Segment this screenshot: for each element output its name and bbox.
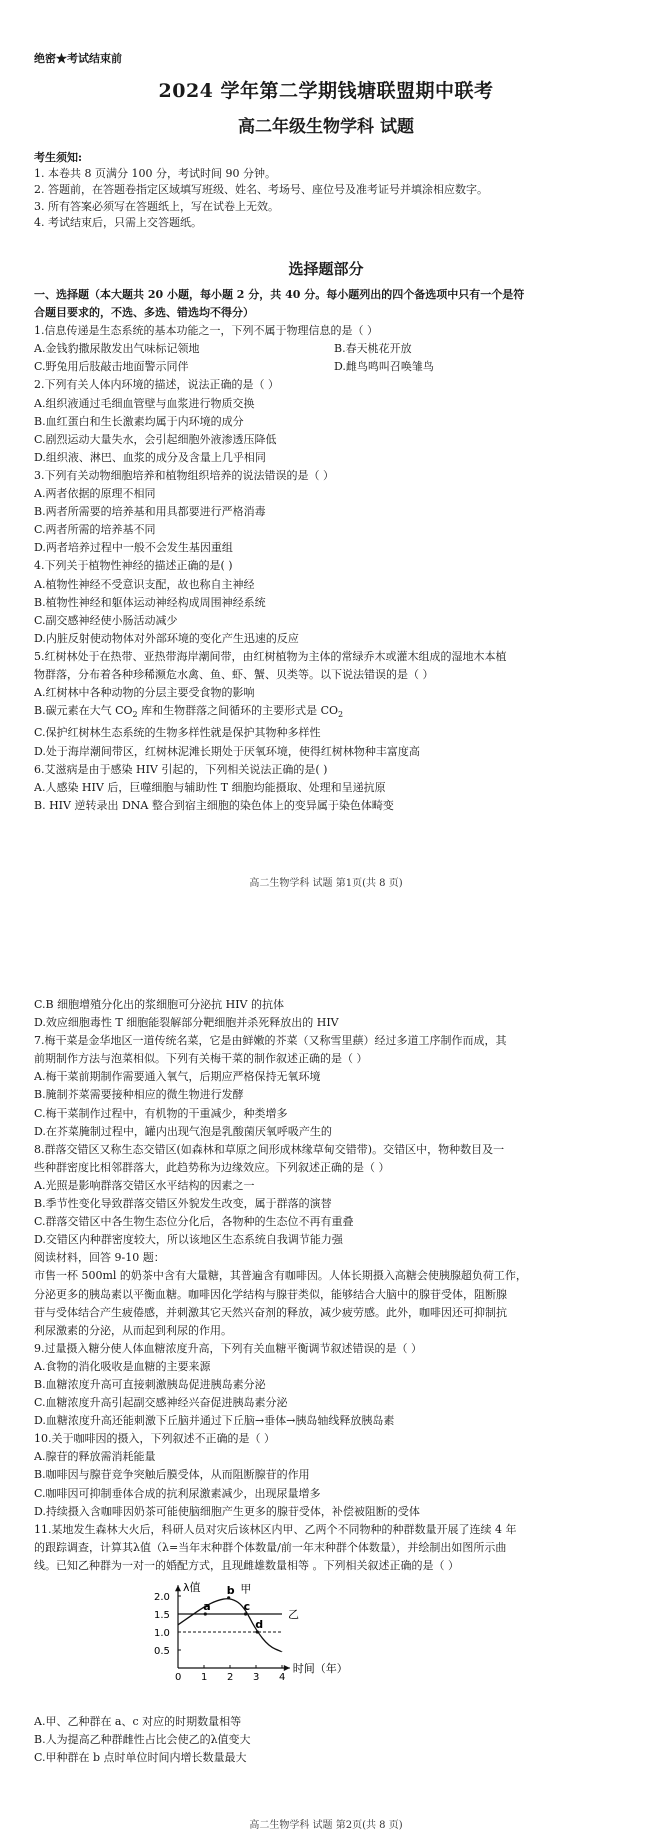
option: B.血红蛋白和生长激素均属于内环境的成分 [34,414,244,428]
option: B.两者所需要的培养基和用具都要进行严格消毒 [34,505,266,519]
exam-page-1 [0,0,652,900]
option-row [34,340,632,358]
option: B.植物性神经和躯体运动神经构成周围神经系统 [34,595,266,609]
question-stem: 2.下列有关人体内环境的描述，说法正确的是（ ） [34,378,279,392]
page-footer: 高二生物学科 试题 第2页(共 8 页) [249,1820,403,1831]
point-label: a [203,1600,211,1613]
x-tick-label: 3 [253,1672,260,1682]
reading-text: 分泌更多的胰岛素以平衡血糖。咖啡因化学结构与腺苷类似，能够结合大脑中的腺苷受体，阻断腺 [34,1287,507,1301]
exam-title: 2024 学年第二学期钱塘联盟期中联考 [158,80,494,102]
y-tick-label: 0.5 [154,1646,170,1657]
lambda-chart [150,1572,400,1682]
option-text: 库和生物群落之间循环的主要形式是 CO [141,704,339,718]
option: A.甲、乙种群在 a、c 对应的时期数量相等 [34,1715,242,1728]
point-label: b [226,1583,235,1597]
option: C.剧烈运动大量失水，会引起细胞外液渗透压降低 [34,432,277,446]
series-label: 甲 [240,1582,252,1596]
option: A.梅干菜前期制作需要通入氧气，后期应严格保持无氧环境 [34,1070,321,1084]
option: A.食物的消化吸收是血糖的主要来源 [34,1359,211,1373]
notice-item: 4. 考试结束后，只需上交答题纸。 [34,215,202,229]
series-label: 乙 [288,1608,299,1621]
option: A.光照是影响群落交错区水平结构的因素之一 [34,1178,255,1192]
y-tick-label: 2.0 [154,1592,170,1603]
option: C.甲种群在 b 点时单位时间内增长数量最大 [34,1751,247,1765]
option: D.血糖浓度升高还能刺激下丘脑并通过下丘脑→垂体→胰岛轴线释放胰岛素 [34,1414,395,1428]
exam-page-2 [0,968,652,1842]
question-stem: 9.过量摄入糖分使人体血糖浓度升高，下列有关血糖平衡调节叙述错误的是（ ） [34,1341,422,1355]
option-text: B.碳元素在大气 CO [34,704,133,718]
question-stem: 8.群落交错区又称生态交错区(如森林和草原之间形成林缘草甸交错带)。交错区中，物种数目及一 [34,1142,505,1156]
question-stem: 物群落，分布着各种珍稀濒危水禽、鱼、虾、蟹、贝类等。以下说法错误的是（ ） [34,667,434,681]
question-block-1 [34,286,632,815]
question-stem: 1.信息传递是生态系统的基本功能之一，下列不属于物理信息的是（ ） [34,324,378,338]
option: C.梅干菜制作过程中，有机物的干重减少，种类增多 [34,1106,288,1120]
notice-item: 3. 所有答案必须写在答题纸上，写在试卷上无效。 [34,199,279,213]
question-stem: 线。已知乙种群为一对一的婚配方式，且现雌雄数量相等 。下列相关叙述正确的是（ ） [34,1558,459,1572]
question-stem: 4.下列关于植物性神经的描述正确的是( ) [34,559,233,573]
notice-heading: 考生须知: [34,151,83,164]
option [34,702,632,724]
x-tick-label: 1 [201,1672,208,1682]
point-label: d [255,1618,264,1631]
option: C.副交感神经使小肠活动减少 [34,613,178,627]
reading-intro: 阅读材料，回答 9-10 题： [34,1251,165,1265]
option: A.金钱豹撒尿散发出气味标记领地 [34,342,200,356]
notice-item: 1. 本卷共 8 页满分 100 分，考试时间 90 分钟。 [34,167,276,181]
question-stem: 些种群密度比相邻群落大，此趋势称为边缘效应。下列叙述正确的是（ ） [34,1160,390,1174]
option: A.两者依据的原理不相同 [34,487,156,501]
option: D.内脏反射使动物体对外部环境的变化产生迅速的反应 [34,631,299,645]
subscript: 2 [338,710,344,720]
question-stem: 5.红树林处于在热带、亚热带海岸潮间带，由红树植物为主体的常绿乔木或灌木组成的湿地木本植 [34,649,507,663]
option: A.人感染 HIV 后，巨噬细胞与辅助性 T 细胞均能摄取、处理和呈递抗原 [34,780,386,794]
section-title: 选择题部分 [288,260,364,278]
option: B.血糖浓度升高可直接刺激胰岛促进胰岛素分泌 [34,1377,266,1391]
question-stem: 前期制作方法与泡菜相似。下列有关梅干菜的制作叙述正确的是（ ） [34,1052,368,1066]
option: D.组织液、淋巴、血浆的成分及含量上几乎相同 [34,450,266,464]
option: C.保护红树林生态系统的生物多样性就是保护其物种多样性 [34,726,321,740]
x-tick-label: 4 [279,1672,286,1682]
option: C.咖啡因可抑制垂体合成的抗利尿激素减少，出现尿量增多 [34,1486,321,1500]
question-stem: 6.艾滋病是由于感染 HIV 引起的，下列相关说法正确的是( ) [34,762,328,776]
option: D.处于海岸潮间带区，红树林泥滩长期处于厌氧环境，使得红树林物种丰富度高 [34,744,420,758]
option: B. HIV 逆转录出 DNA 整合到宿主细胞的染色体上的变异属于染色体畸变 [34,798,394,812]
y-tick-label: 1.0 [154,1628,170,1639]
question-stem: 10.关于咖啡因的摄入，下列叙述不正确的是（ ） [34,1432,275,1446]
option: C.B 细胞增殖分化出的浆细胞可分泌抗 HIV 的抗体 [34,998,284,1011]
option-row [34,358,632,376]
secret-label: 绝密★考试结束前 [34,52,122,65]
exam-subtitle: 高二年级生物学科 试题 [238,117,414,137]
option: B.咖啡因与腺苷竞争突触后膜受体，从而阻断腺苷的作用 [34,1468,310,1482]
reading-text: 利尿激素的分泌，从而起到利尿的作用。 [34,1323,232,1337]
question-stem: 3.下列有关动物细胞培养和植物组织培养的说法错误的是（ ） [34,468,334,482]
option: B.腌制芥菜需要接种相应的微生物进行发酵 [34,1088,244,1102]
option: B.人为提高乙种群雌性占比会使乙的λ值变大 [34,1733,251,1747]
y-tick-label: 1.5 [154,1610,170,1621]
option: D.持续摄入含咖啡因奶茶可能使脑细胞产生更多的腺苷受体，补偿被阻断的受体 [34,1504,420,1518]
subscript: 2 [132,710,138,720]
option: B.季节性变化导致群落交错区外貌发生改变，属于群落的演替 [34,1197,332,1211]
x-tick-label: 0 [175,1672,182,1682]
question-stem: 的跟踪调查，计算其λ值（λ=当年末种群个体数量/前一年末种群个体数量），并绘制出如图所示曲 [34,1540,507,1554]
notice-item: 2. 答题前，在答题卷指定区域填写班级、姓名、考场号、座位号及准考证号并填涂相应数字。 [34,183,488,197]
y-axis-arrow [175,1585,181,1591]
question-stem: 11.某地发生森林大火后，科研人员对灾后该林区内甲、乙两个不同物种的种群数量开展了连续 4 年 [34,1522,517,1536]
question-stem: 7.梅干菜是金华地区一道传统名菜，它是由鲜嫩的芥菜（又称雪里蕻）经过多道工序制作而成，其 [34,1034,507,1048]
section-instruction: 一、选择题（本大题共 20 小题，每小题 2 分，共 40 分。每小题列出的四个备选项中只有一个是符 [34,288,525,301]
option: C.野兔用后肢敲击地面警示同伴 [34,360,189,374]
option: D.两者培养过程中一般不会发生基因重组 [34,541,233,555]
x-tick-label: 2 [227,1672,234,1682]
option: D.在芥菜腌制过程中，罐内出现气泡是乳酸菌厌氧呼吸产生的 [34,1124,332,1138]
option: B.春天桃花开放 [334,342,412,356]
section-instruction: 合题目要求的，不选、多选、错选均不得分） [34,306,254,320]
y-axis-label: λ值 [183,1581,201,1595]
option: D.雌鸟鸣叫召唤雏鸟 [334,360,434,374]
option: D.交错区内种群密度较大，所以该地区生态系统自我调节能力强 [34,1233,343,1247]
page-footer: 高二生物学科 试题 第1页(共 8 页) [249,878,403,889]
option: D.效应细胞毒性 T 细胞能裂解部分靶细胞并杀死释放出的 HIV [34,1016,339,1030]
reading-text: 苷与受体结合产生疲倦感，并刺激其它天然兴奋剂的释放，减少疲劳感。此外，咖啡因还可抑制抗 [34,1305,507,1319]
point-label: c [243,1600,251,1613]
reading-text: 市售一杯 500ml 的奶茶中含有大量糖，其普遍含有咖啡因。人体长期摄入高糖会使胰腺超负荷工作， [34,1269,527,1283]
candidate-notice [34,150,632,231]
x-axis-arrow [284,1665,290,1671]
option: C.两者所需的培养基不同 [34,523,156,537]
option: A.红树林中各种动物的分层主要受食物的影响 [34,686,255,700]
x-axis-label: 时间（年） [292,1662,348,1675]
option: C.群落交错区中各生物生态位分化后，各物种的生态位不再有重叠 [34,1215,354,1229]
series-line [178,1599,282,1652]
option: A.植物性神经不受意识支配，故也称自主神经 [34,577,255,591]
option: A.腺苷的释放需消耗能量 [34,1450,156,1464]
option: C.血糖浓度升高引起副交感神经兴奋促进胰岛素分泌 [34,1396,288,1410]
option: A.组织液通过毛细血管壁与血浆进行物质交换 [34,396,255,410]
